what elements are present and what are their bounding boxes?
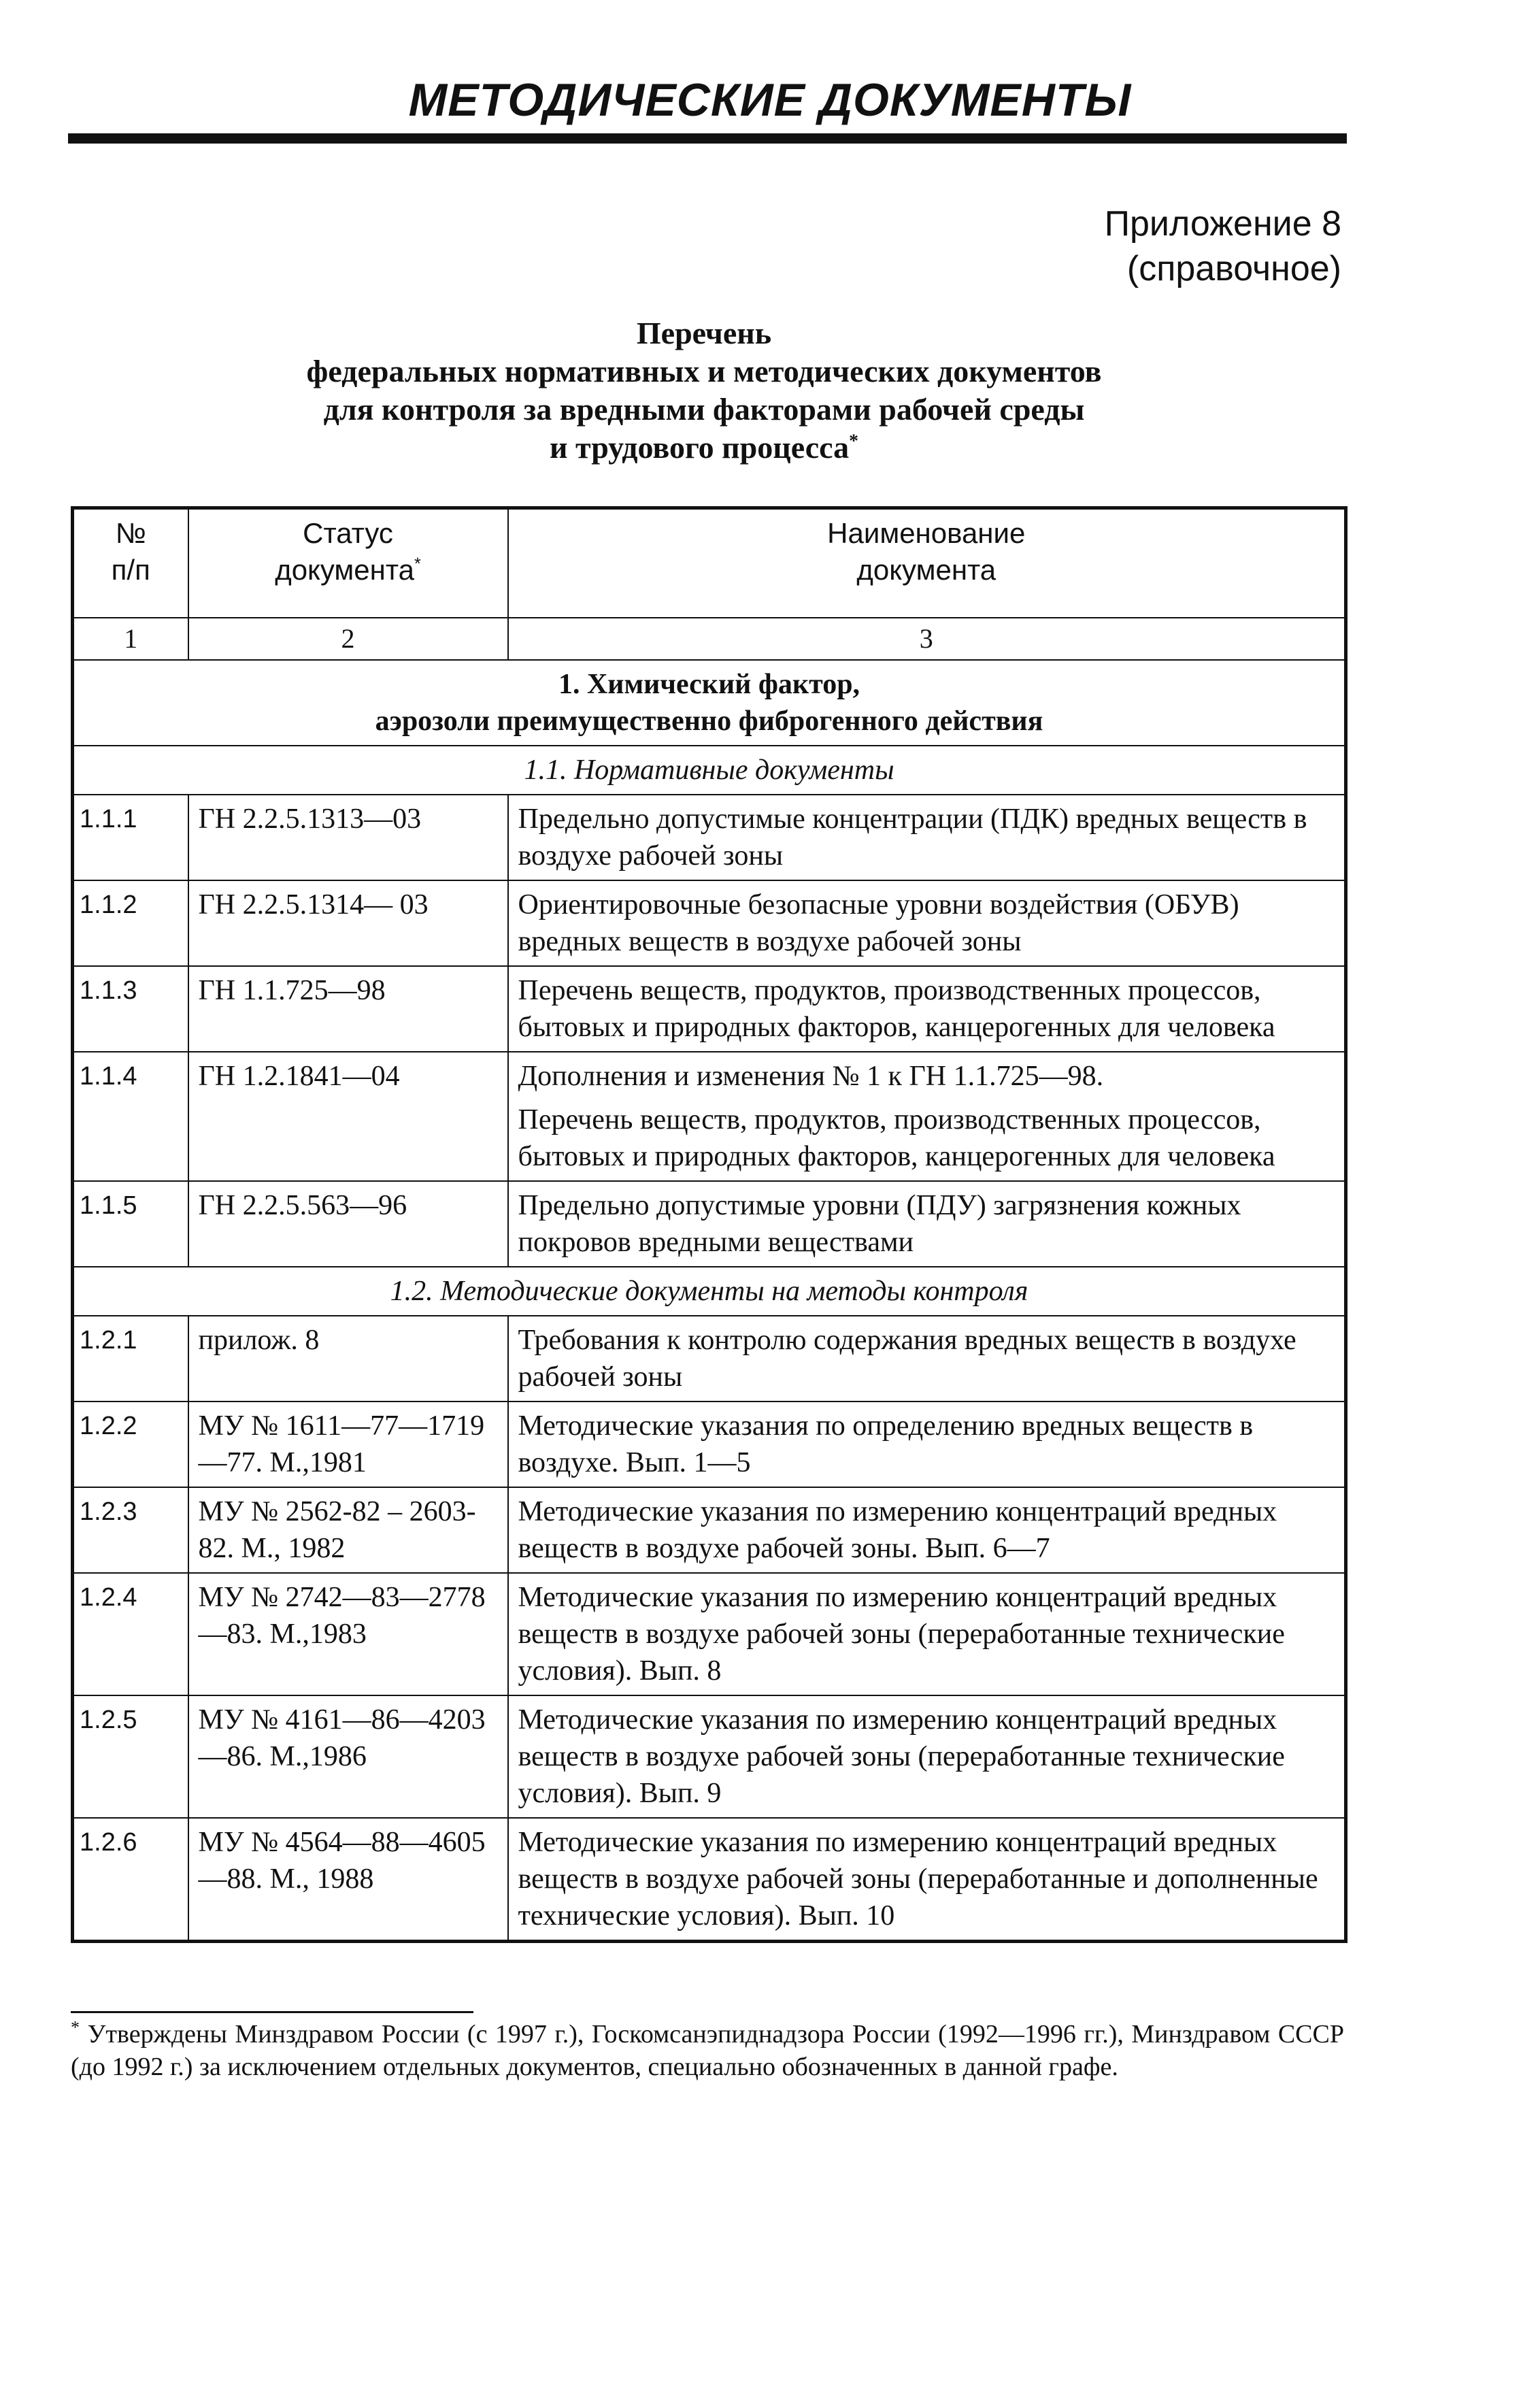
title-footnote-mark: * — [849, 429, 858, 451]
header-name-line1: Наименование — [827, 517, 1026, 549]
subsection-heading-normative: 1.1. Нормативные документы — [73, 746, 1346, 795]
row-name-cell — [508, 1818, 1346, 1942]
footnote-mark: * — [71, 2017, 80, 2038]
row-number: 1.2.2 — [73, 1402, 188, 1487]
row-name-cell — [508, 1402, 1346, 1487]
row-status: ГН 2.2.5.1314— 03 — [188, 880, 508, 966]
row-number: 1.1.5 — [73, 1181, 188, 1267]
row-status: МУ № 2562-82 – 2603-82. М., 1982 — [188, 1487, 508, 1573]
row-name-cell — [508, 1573, 1346, 1695]
row-number: 1.1.3 — [73, 966, 188, 1052]
header-status-line1: Статус — [303, 517, 393, 549]
column-number-row — [73, 618, 1346, 660]
row-name: Перечень веществ, продуктов, производственных процессов, бытовых и природных факторов, канцерогенных для человека — [518, 975, 1275, 1043]
row-status: ГН 2.2.5.563—96 — [188, 1181, 508, 1267]
document-title — [0, 314, 1408, 467]
column-number-3: 3 — [508, 618, 1346, 660]
row-name-cell — [508, 1181, 1346, 1267]
documents-table — [71, 506, 1348, 1943]
title-line1: Перечень — [636, 316, 772, 350]
row-name: Методические указания по измерению концентраций вредных веществ в воздухе рабочей зоны (переработанные технические условия). Вып. 9 — [518, 1704, 1285, 1809]
table-header-row — [73, 508, 1346, 618]
header-status — [188, 508, 508, 618]
row-name-cell — [508, 1695, 1346, 1818]
row-number: 1.2.5 — [73, 1695, 188, 1818]
table-row — [73, 1695, 1346, 1818]
row-number: 1.2.4 — [73, 1573, 188, 1695]
running-header: МЕТОДИЧЕСКИЕ ДОКУМЕНТЫ — [408, 74, 1132, 126]
row-name: Требования к контролю содержания вредных веществ в воздухе рабочей зоны — [518, 1325, 1296, 1393]
header-name-line2: документа — [856, 554, 997, 586]
row-name: Методические указания по измерению концентраций вредных веществ в воздухе рабочей зоны (переработанные и дополненные технические условия). Вып. 10 — [518, 1827, 1318, 1931]
section-heading-line1: 1. Химический фактор, — [558, 669, 860, 700]
row-number: 1.1.1 — [73, 795, 188, 880]
row-number: 1.1.2 — [73, 880, 188, 966]
header-num-line2: п/п — [111, 554, 150, 586]
table-row — [73, 1316, 1346, 1402]
title-line2: федеральных нормативных и методических документов — [306, 354, 1102, 388]
table-row — [73, 1818, 1346, 1942]
title-line4: и трудового процесса — [550, 430, 850, 465]
subsection-row — [73, 1267, 1346, 1316]
row-name: Предельно допустимые уровни (ПДУ) загрязнения кожных покровов вредными веществами — [518, 1190, 1241, 1258]
row-status: ГН 1.1.725—98 — [188, 966, 508, 1052]
appendix-line2: (справочное) — [1126, 249, 1341, 288]
row-name: Ориентировочные безопасные уровни воздействия (ОБУВ) вредных веществ в воздухе рабочей зоны — [518, 889, 1239, 957]
footnote-rule — [71, 2011, 473, 2013]
row-name: Методические указания по определению вредных веществ в воздухе. Вып. 1—5 — [518, 1410, 1254, 1478]
row-status: МУ № 4564—88—4605—88. М., 1988 — [188, 1818, 508, 1942]
row-name-cell — [508, 1316, 1346, 1402]
row-name-cell — [508, 880, 1346, 966]
title-line4-wrap — [0, 429, 1408, 467]
table-row — [73, 795, 1346, 880]
subsection-row — [73, 746, 1346, 795]
row-name-cell — [508, 1487, 1346, 1573]
section-heading — [73, 660, 1346, 746]
header-status-line2-wrap — [199, 552, 498, 588]
row-number: 1.1.4 — [73, 1052, 188, 1181]
title-line3: для контроля за вредными факторами рабочей среды — [323, 392, 1085, 427]
header-status-line2: документа — [275, 554, 414, 586]
footnote — [71, 2018, 1344, 2083]
row-status: МУ № 4161—86—4203—86. М.,1986 — [188, 1695, 508, 1818]
table-row — [73, 880, 1346, 966]
row-status: ГН 1.2.1841—04 — [188, 1052, 508, 1181]
row-status: прилож. 8 — [188, 1316, 508, 1402]
appendix-label — [1105, 201, 1341, 291]
header-status-mark: * — [414, 554, 421, 574]
header-num — [73, 508, 188, 618]
row-name-continuation: Перечень веществ, продуктов, производственных процессов, бытовых и природных факторов, канцерогенных для человека — [518, 1104, 1275, 1172]
table-row — [73, 1052, 1346, 1181]
table-row — [73, 1573, 1346, 1695]
row-name: Методические указания по измерению концентраций вредных веществ в воздухе рабочей зоны. Вып. 6—7 — [518, 1496, 1277, 1564]
row-number: 1.2.1 — [73, 1316, 188, 1402]
footnote-text: Утверждены Минздравом России (с 1997 г.), Госкомсанэпиднадзора России (1992—1996 гг.), Минздравом СССР (до 1992 г.) за исключением отдельных документов, специально обозначенных в данной графе. — [71, 2020, 1344, 2081]
table-row — [73, 1181, 1346, 1267]
row-status: ГН 2.2.5.1313—03 — [188, 795, 508, 880]
table-row — [73, 1487, 1346, 1573]
header-rule — [68, 133, 1347, 144]
column-number-1: 1 — [73, 618, 188, 660]
table-row — [73, 966, 1346, 1052]
row-status: МУ № 2742—83—2778—83. М.,1983 — [188, 1573, 508, 1695]
section-heading-line2: аэрозоли преимущественно фиброгенного действия — [375, 706, 1043, 737]
header-num-line1: № — [115, 517, 146, 549]
row-name-cell — [508, 966, 1346, 1052]
subsection-heading-methods: 1.2. Методические документы на методы контроля — [73, 1267, 1346, 1316]
section-heading-row — [73, 660, 1346, 746]
row-name-cell — [508, 1052, 1346, 1181]
row-name: Дополнения и изменения № 1 к ГН 1.1.725—98. — [518, 1061, 1104, 1092]
row-number: 1.2.6 — [73, 1818, 188, 1942]
row-name-cell — [508, 795, 1346, 880]
header-name — [508, 508, 1346, 618]
column-number-2: 2 — [188, 618, 508, 660]
row-name: Методические указания по измерению концентраций вредных веществ в воздухе рабочей зоны (переработанные технические условия). Вып. 8 — [518, 1582, 1285, 1687]
appendix-line1: Приложение 8 — [1104, 204, 1341, 244]
row-status: МУ № 1611—77—1719—77. М.,1981 — [188, 1402, 508, 1487]
table-row — [73, 1402, 1346, 1487]
row-number: 1.2.3 — [73, 1487, 188, 1573]
row-name: Предельно допустимые концентрации (ПДК) вредных веществ в воздухе рабочей зоны — [518, 803, 1307, 872]
